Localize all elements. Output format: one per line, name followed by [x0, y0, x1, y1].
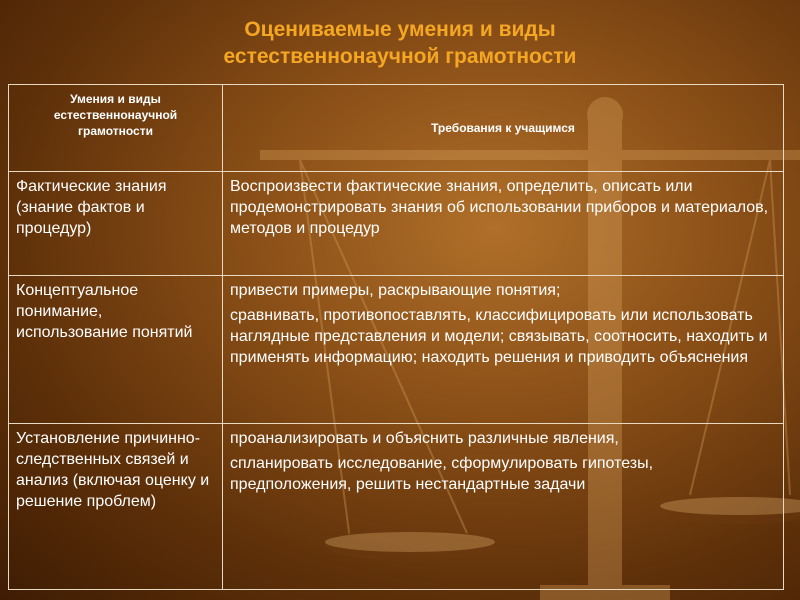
skill-cell: Концептуальное понимание, использование понятий: [9, 276, 223, 424]
table-row: [9, 172, 784, 276]
header-skills-line-1: Умения и виды: [70, 92, 161, 106]
requirements-cell: [223, 172, 784, 276]
table-row: [9, 424, 784, 590]
skill-cell: Установление причинно-следственных связей и анализ (включая оценку и решение проблем): [9, 424, 223, 590]
table-row: [9, 276, 784, 424]
requirement-text: сравнивать, противопоставлять, классифицировать или использовать наглядные представления и модели; связывать, соотносить, находить и применять информацию; находить решения и приводить объяснения: [230, 307, 768, 366]
requirement-text: привести примеры, раскрывающие понятия;: [230, 282, 561, 299]
header-skills-line-2: естественнонаучной: [53, 108, 178, 122]
requirement-text: проанализировать и объяснить различные явления,: [230, 430, 619, 447]
requirements-cell: [223, 276, 784, 424]
requirement-text: спланировать исследование, сформулировать гипотезы, предположения, решить нестандартные задачи: [230, 455, 654, 493]
requirements-cell: [223, 424, 784, 590]
skills-table: [8, 84, 784, 590]
header-requirements-cell: Требования к учащимся: [223, 85, 784, 172]
skill-cell: Фактические знания (знание фактов и процедур): [9, 172, 223, 276]
page-title-line-2: естественнонаучной грамотности: [223, 45, 577, 68]
header-skills-line-3: грамотности: [78, 124, 153, 138]
header-skills-cell: [9, 85, 223, 172]
page-title: [0, 16, 800, 70]
table-header-row: [9, 85, 784, 172]
page-title-line-1: Оцениваемые умения и виды: [244, 18, 556, 41]
requirement-text: Воспроизвести фактические знания, определить, описать или продемонстрировать знания об использовании приборов и материалов, методов и процедур: [230, 178, 769, 237]
